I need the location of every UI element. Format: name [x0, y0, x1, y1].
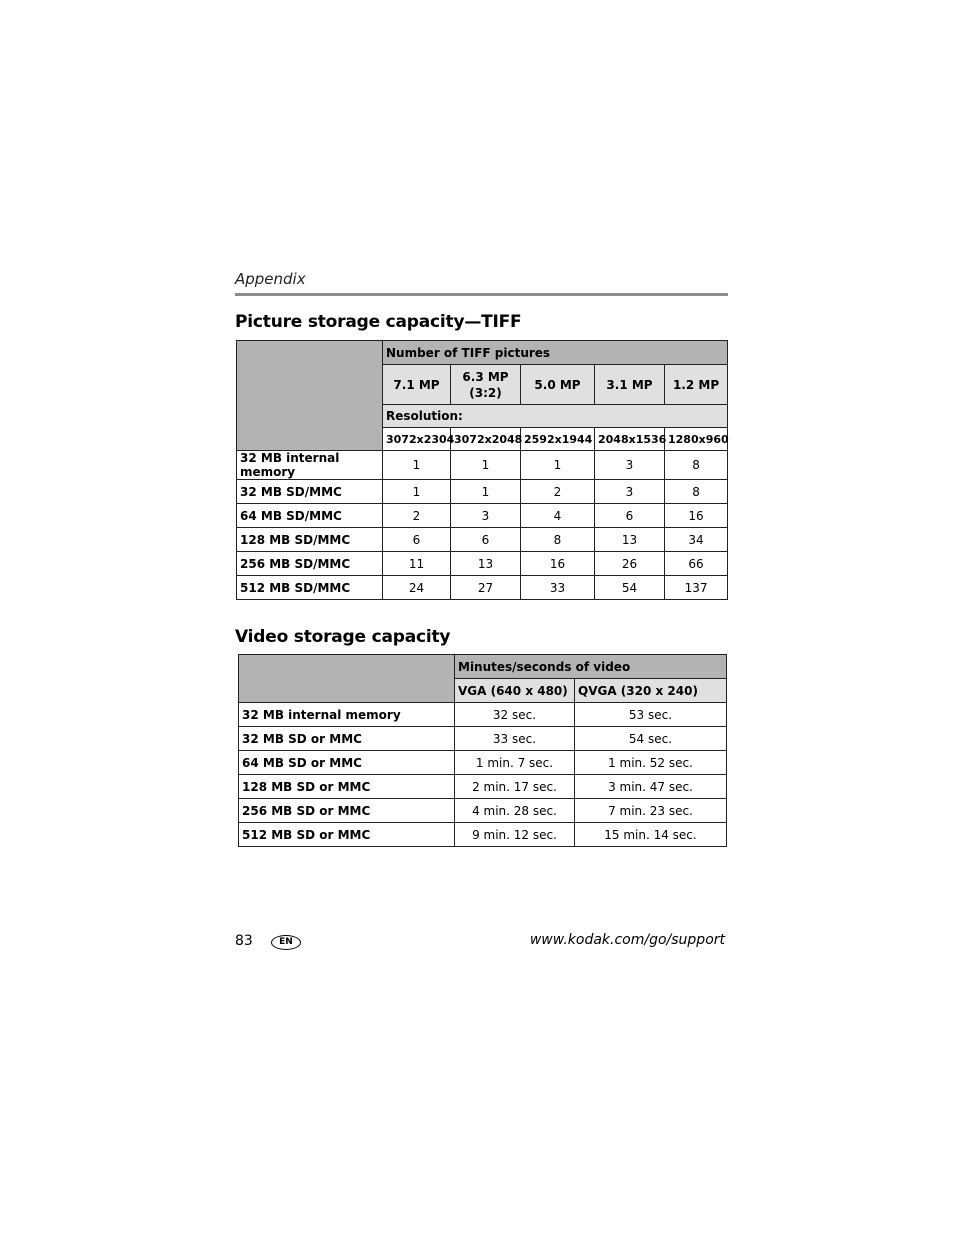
- table-cell: 1: [383, 451, 451, 480]
- page-number: 83: [235, 933, 253, 949]
- table-cell: 11: [383, 552, 451, 576]
- table-cell: 4 min. 28 sec.: [455, 799, 575, 823]
- table-cell: 2: [521, 480, 595, 504]
- table-cell: 2 min. 17 sec.: [455, 775, 575, 799]
- table-row: [239, 775, 727, 799]
- table-row: [237, 451, 728, 480]
- table-cell: 33: [521, 576, 595, 600]
- table-cell: 54: [595, 576, 665, 600]
- table-cell: 4: [521, 504, 595, 528]
- column-header: 3.1 MP: [595, 365, 665, 405]
- table-cell: 1: [451, 451, 521, 480]
- table-row: [237, 576, 728, 600]
- table-cell: 6: [451, 528, 521, 552]
- corner-cell: [239, 655, 455, 703]
- support-url: www.kodak.com/go/support: [529, 932, 725, 948]
- table-row: [239, 823, 727, 847]
- resolution-value: 3072x2048: [451, 428, 521, 451]
- column-header: 5.0 MP: [521, 365, 595, 405]
- video-capacity-table: [238, 654, 727, 847]
- row-label: 32 MB SD/MMC: [237, 480, 383, 504]
- resolution-label: Resolution:: [383, 405, 728, 428]
- table-cell: 16: [521, 552, 595, 576]
- row-label: 128 MB SD/MMC: [237, 528, 383, 552]
- corner-cell: [237, 341, 383, 451]
- row-label: 256 MB SD/MMC: [237, 552, 383, 576]
- tiff-section-title: Picture storage capacity—TIFF: [235, 312, 522, 332]
- language-badge-icon: EN: [271, 935, 301, 950]
- row-label: 32 MB internal memory: [237, 451, 383, 480]
- table-cell: 3 min. 47 sec.: [575, 775, 727, 799]
- table-cell: 13: [595, 528, 665, 552]
- section-label: Appendix: [235, 270, 306, 288]
- table-cell: 34: [665, 528, 728, 552]
- resolution-value: 2048x1536: [595, 428, 665, 451]
- column-header: 6.3 MP (3:2): [451, 365, 521, 405]
- resolution-value: 1280x960: [665, 428, 728, 451]
- table-row: [237, 552, 728, 576]
- table-cell: 8: [665, 480, 728, 504]
- table-cell: 6: [595, 504, 665, 528]
- row-label: 32 MB SD or MMC: [239, 727, 455, 751]
- table-cell: 24: [383, 576, 451, 600]
- column-header: QVGA (320 x 240): [575, 679, 727, 703]
- row-label: 512 MB SD or MMC: [239, 823, 455, 847]
- row-label: 512 MB SD/MMC: [237, 576, 383, 600]
- column-header: VGA (640 x 480): [455, 679, 575, 703]
- table-cell: 15 min. 14 sec.: [575, 823, 727, 847]
- table-cell: 9 min. 12 sec.: [455, 823, 575, 847]
- resolution-value: 2592x1944: [521, 428, 595, 451]
- table-cell: 2: [383, 504, 451, 528]
- table-cell: 13: [451, 552, 521, 576]
- table-row: [237, 480, 728, 504]
- table-cell: 1: [451, 480, 521, 504]
- table-row: [239, 727, 727, 751]
- table-cell: 3: [595, 480, 665, 504]
- table-cell: 26: [595, 552, 665, 576]
- row-label: 64 MB SD or MMC: [239, 751, 455, 775]
- table-row: [237, 528, 728, 552]
- column-header: 1.2 MP: [665, 365, 728, 405]
- table-cell: 3: [595, 451, 665, 480]
- table-cell: 66: [665, 552, 728, 576]
- table-row: [239, 703, 727, 727]
- table-cell: 3: [451, 504, 521, 528]
- row-label: 32 MB internal memory: [239, 703, 455, 727]
- resolution-value: 3072x2304: [383, 428, 451, 451]
- table-cell: 1: [383, 480, 451, 504]
- row-label: 64 MB SD/MMC: [237, 504, 383, 528]
- table-cell: 8: [665, 451, 728, 480]
- video-section-title: Video storage capacity: [235, 627, 451, 647]
- table-cell: 137: [665, 576, 728, 600]
- tiff-capacity-table: [236, 340, 728, 600]
- table-cell: 7 min. 23 sec.: [575, 799, 727, 823]
- table-row: [239, 799, 727, 823]
- row-label: 128 MB SD or MMC: [239, 775, 455, 799]
- table-row: [237, 504, 728, 528]
- table-cell: 32 sec.: [455, 703, 575, 727]
- table-row: [239, 751, 727, 775]
- table-cell: 1 min. 7 sec.: [455, 751, 575, 775]
- table-cell: 8: [521, 528, 595, 552]
- table-cell: 53 sec.: [575, 703, 727, 727]
- column-header: 7.1 MP: [383, 365, 451, 405]
- table-cell: 6: [383, 528, 451, 552]
- table-cell: 27: [451, 576, 521, 600]
- tiff-group-header: Number of TIFF pictures: [383, 341, 728, 365]
- table-cell: 54 sec.: [575, 727, 727, 751]
- table-cell: 16: [665, 504, 728, 528]
- header-rule: [235, 293, 728, 296]
- table-cell: 1 min. 52 sec.: [575, 751, 727, 775]
- table-cell: 1: [521, 451, 595, 480]
- row-label: 256 MB SD or MMC: [239, 799, 455, 823]
- video-group-header: Minutes/seconds of video: [455, 655, 727, 679]
- table-cell: 33 sec.: [455, 727, 575, 751]
